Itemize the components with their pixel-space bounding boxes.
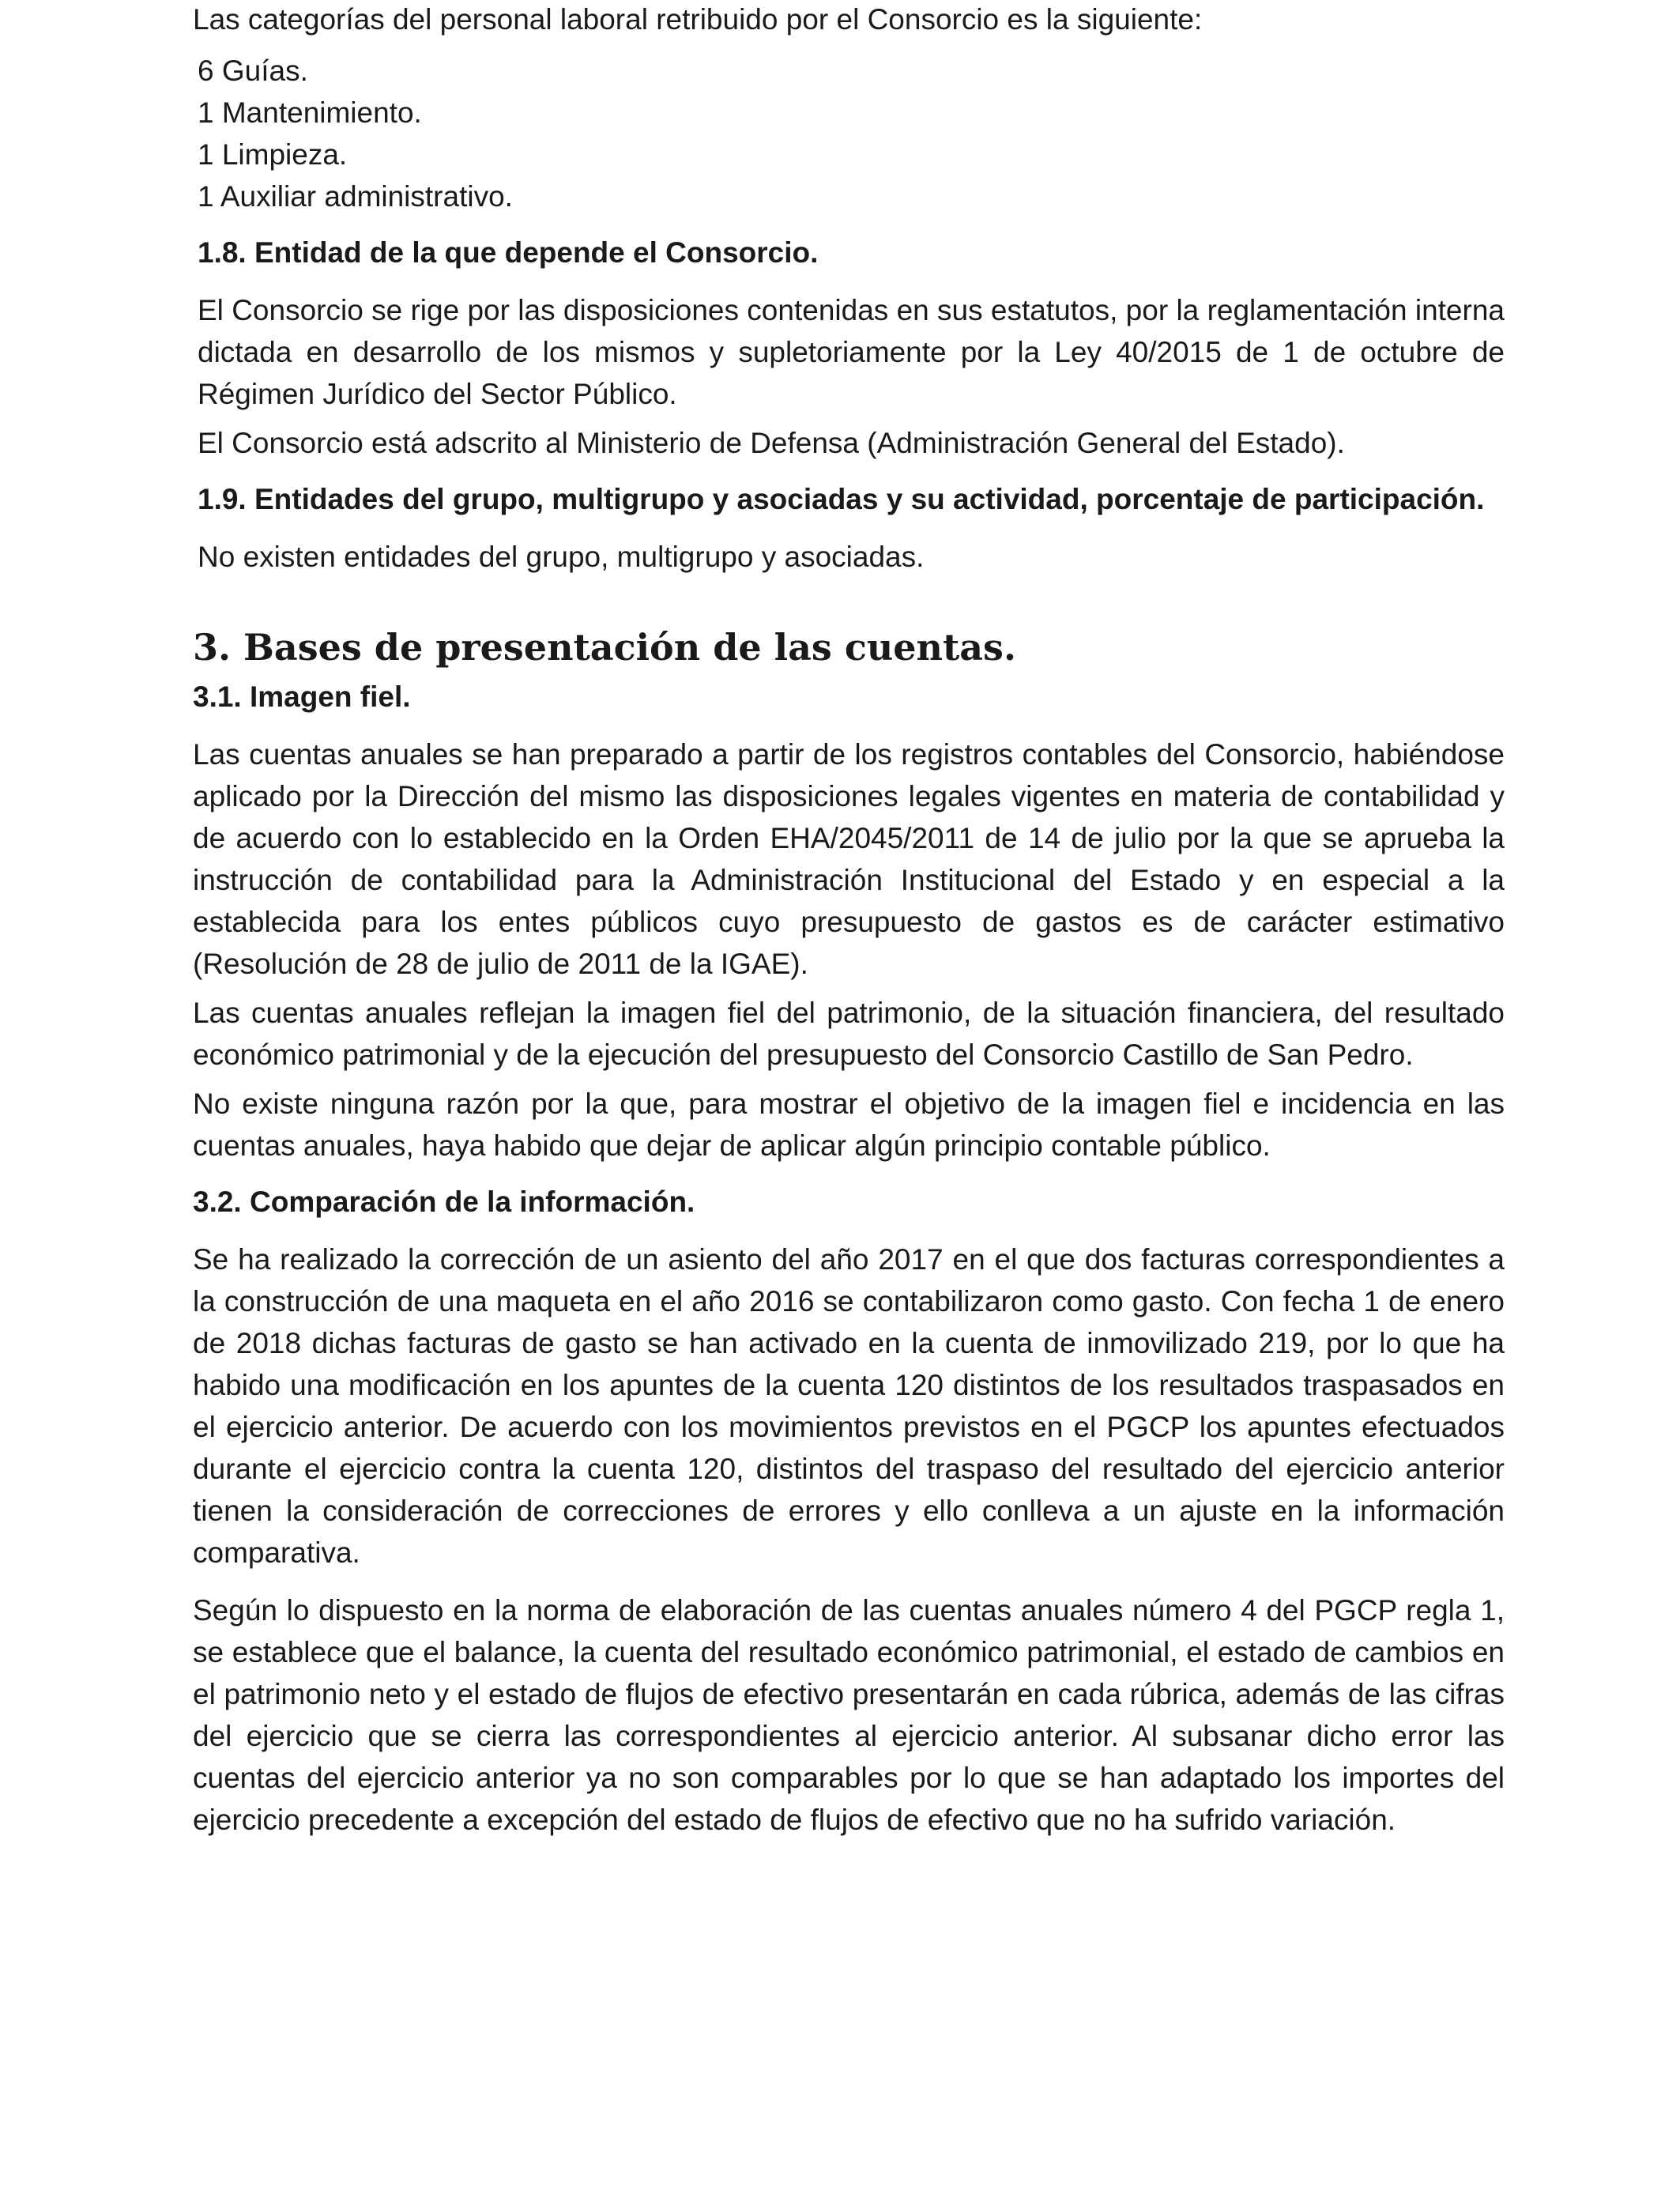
paragraph: No existen entidades del grupo, multigrupo y asociadas. (198, 541, 925, 573)
paragraph: Las cuentas anuales se han preparado a partir de los registros contables del Consorcio, habiéndose aplicado por la Dirección del mismo las disposiciones legales vigentes en materia de contabilidad y de acuerdo con lo establecido en la Orden EHA/2045/2011 de 14 de julio por la que se aprueba la instrucción de contabilidad para la Administración Institucional del Estado y en especial a la establecida para los entes públicos cuyo presupuesto de gastos es de carácter estimativo (Resolución de 28 de julio de 2011 de la IGAE). (193, 738, 1505, 980)
intro-paragraph: Las categorías del personal laboral retribuido por el Consorcio es la siguiente: (193, 3, 1203, 36)
paragraph: No existe ninguna razón por la que, para mostrar el objetivo de la imagen fiel e incidencia en las cuentas anuales, haya habido que dejar de aplicar algún principio contable público. (193, 1088, 1505, 1162)
staff-list (193, 50, 1505, 217)
paragraph: Se ha realizado la corrección de un asiento del año 2017 en el que dos facturas correspondientes a la construcción de una maqueta en el año 2016 se contabilizaron como gasto. Con fecha 1 de enero de 2018 dichas facturas de gasto se han activado en la cuenta de inmovilizado 219, por lo que ha habido una modificación en los apuntes de la cuenta 120 distintos de los resultados traspasados en el ejercicio anterior. De acuerdo con los movimientos previstos en el PGCP los apuntes efectuados durante el ejercicio contra la cuenta 120, distintos del traspaso del resultado del ejercicio anterior tienen la consideración de correcciones de errores y ello conlleva a un ajuste en la información comparativa. (193, 1243, 1505, 1569)
list-item: 6 Guías. (198, 55, 308, 87)
section-heading-3-1: 3.1. Imagen fiel. (193, 680, 411, 713)
section-heading-1-8: 1.8. Entidad de la que depende el Consorcio. (198, 236, 819, 269)
section-heading-1-9: 1.9. Entidades del grupo, multigrupo y asociadas y su actividad, porcentaje de participación. (198, 483, 1485, 515)
paragraph: El Consorcio está adscrito al Ministerio de Defensa (Administración General del Estado). (198, 427, 1345, 459)
paragraph: Las cuentas anuales reflejan la imagen fiel del patrimonio, de la situación financiera, del resultado económico patrimonial y de la ejecución del presupuesto del Consorcio Castillo de San Pedro. (193, 997, 1505, 1071)
list-item: 1 Limpieza. (198, 138, 348, 171)
paragraph: El Consorcio se rige por las disposiciones contenidas en sus estatutos, por la reglamentación interna dictada en desarrollo de los mismos y supletoriamente por la Ley 40/2015 de 1 de octubre de Régimen Jurídico del Sector Público. (198, 294, 1505, 410)
list-item: 1 Mantenimiento. (198, 96, 422, 129)
document-page (193, 0, 1505, 1841)
paragraph: Según lo dispuesto en la norma de elaboración de las cuentas anuales número 4 del PGCP regla 1, se establece que el balance, la cuenta del resultado económico patrimonial, el estado de cambios en el patrimonio neto y el estado de flujos de efectivo presentarán en cada rúbrica, además de las cifras del ejercicio que se cierra las correspondientes al ejercicio anterior. Al subsanar dicho error las cuentas del ejercicio anterior ya no son comparables por lo que se han adaptado los importes del ejercicio precedente a excepción del estado de flujos de efectivo que no ha sufrido variación. (193, 1594, 1505, 1836)
section-heading-3-2: 3.2. Comparación de la información. (193, 1186, 695, 1218)
list-item: 1 Auxiliar administrativo. (198, 180, 513, 213)
section-heading-3: 3. Bases de presentación de las cuentas. (193, 626, 1016, 669)
